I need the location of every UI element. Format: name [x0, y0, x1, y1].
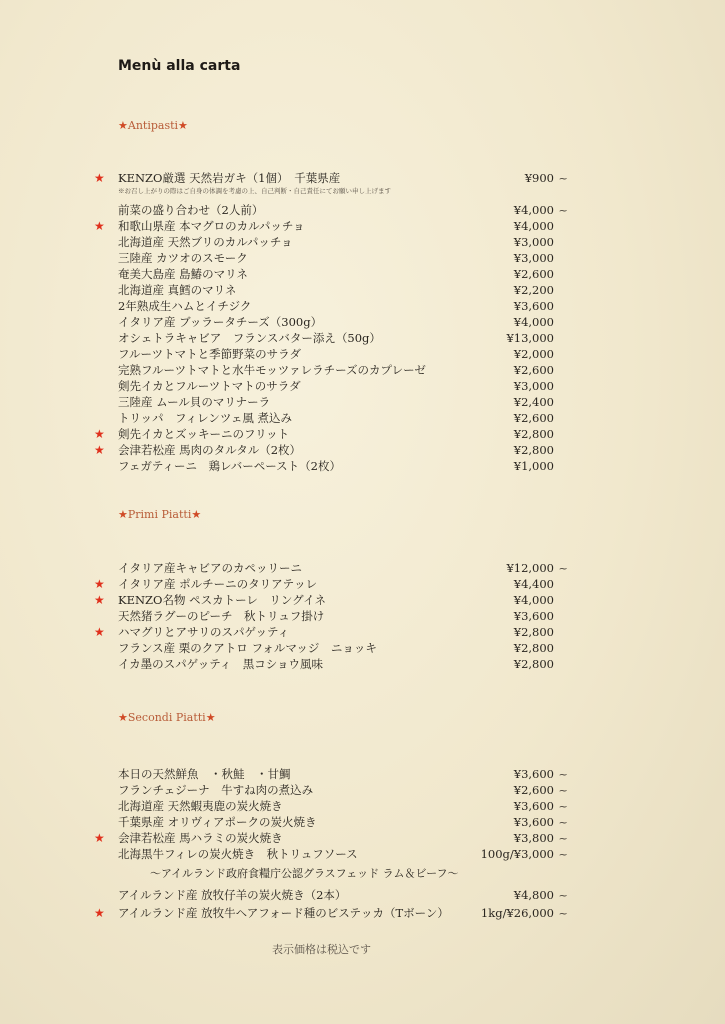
item-name: 北海黒牛フィレの炭火焼き 秋トリュフソース	[118, 847, 358, 861]
item-name: フルーツトマトと季節野菜のサラダ	[118, 347, 301, 361]
section-secondi-label: Secondi Piatti	[127, 711, 206, 724]
item-name: 千葉県産 オリヴィアポークの炭火焼き	[118, 815, 317, 829]
oyster-note: ※お召し上がりの際はご自身の体調を考慮の上、自己判断・自己責任にてお願い申し上げます	[118, 187, 391, 195]
secondi-item	[118, 798, 568, 814]
secondi-item	[118, 830, 568, 846]
antipasti-item	[118, 250, 568, 266]
recommended-star-icon: ★	[94, 219, 105, 233]
antipasti-item	[118, 170, 568, 186]
item-name: 北海道産 天然蝦夷鹿の炭火焼き	[118, 799, 283, 813]
item-price: ¥2,800	[513, 657, 554, 671]
item-price: ¥4,000	[513, 593, 554, 607]
star-icon: ★	[191, 508, 202, 521]
item-price-tilde: ~	[558, 767, 568, 781]
primi-item	[118, 656, 568, 672]
item-name: KENZO名物 ペスカトーレ リングイネ	[118, 593, 326, 607]
recommended-star-icon: ★	[94, 577, 105, 591]
item-price: ¥2,600	[513, 411, 554, 425]
item-price: ¥2,000	[513, 347, 554, 361]
item-price: 1kg/¥26,000	[480, 906, 554, 920]
irish-item	[118, 905, 568, 921]
item-price-tilde: ~	[558, 847, 568, 861]
section-antipasti-heading	[118, 119, 188, 132]
item-price: ¥2,400	[513, 395, 554, 409]
secondi-item	[118, 814, 568, 830]
item-name: 剣先イカとズッキーニのフリット	[118, 427, 290, 441]
item-price: ¥2,800	[513, 427, 554, 441]
recommended-star-icon: ★	[94, 593, 105, 607]
item-name: フランス産 栗のクアトロ フォルマッジ ニョッキ	[118, 641, 377, 655]
star-icon: ★	[205, 711, 216, 724]
item-price: ¥2,200	[513, 283, 554, 297]
recommended-star-icon: ★	[94, 427, 105, 441]
item-price: ¥1,000	[513, 459, 554, 473]
item-name: 三陸産 ムール貝のマリナーラ	[118, 395, 271, 409]
item-price: ¥4,000	[513, 203, 554, 217]
item-name: アイルランド産 放牧牛ヘアフォード種のビステッカ（Tボーン）	[118, 906, 449, 920]
item-name: フランチェジーナ 牛すね肉の煮込み	[118, 783, 314, 797]
item-name: イタリア産 ブッラータチーズ（300g）	[118, 315, 323, 329]
recommended-star-icon: ★	[94, 906, 105, 920]
item-name: KENZO厳選 天然岩ガキ（1個） 千葉県産	[118, 171, 341, 185]
item-price: ¥2,600	[513, 267, 554, 281]
item-name: 和歌山県産 本マグロのカルパッチョ	[118, 219, 305, 233]
item-price: ¥13,000	[506, 331, 554, 345]
item-name: フェガティーニ 鶏レバーペースト（2枚）	[118, 459, 341, 473]
antipasti-item	[118, 378, 568, 394]
primi-item	[118, 560, 568, 576]
item-price: ¥2,800	[513, 625, 554, 639]
item-price: ¥3,600	[513, 767, 554, 781]
item-price-tilde: ~	[558, 171, 568, 185]
item-name: トリッパ フィレンツェ風 煮込み	[118, 411, 293, 425]
antipasti-item	[118, 362, 568, 378]
antipasti-item	[118, 346, 568, 362]
antipasti-item	[118, 410, 568, 426]
star-icon: ★	[118, 119, 128, 132]
item-price: ¥12,000	[506, 561, 554, 575]
antipasti-item	[118, 218, 568, 234]
irish-item	[118, 887, 568, 903]
item-name: 三陸産 カツオのスモーク	[118, 251, 248, 265]
antipasti-item	[118, 234, 568, 250]
primi-item	[118, 624, 568, 640]
recommended-star-icon: ★	[94, 443, 105, 457]
item-name: 2年熟成生ハムとイチジク	[118, 299, 252, 313]
item-price: ¥900	[524, 171, 554, 185]
item-price-tilde: ~	[558, 203, 568, 217]
item-name: 完熟フルーツトマトと水牛モッツァレラチーズのカプレーゼ	[118, 363, 426, 377]
antipasti-item	[118, 282, 568, 298]
item-name: ハマグリとアサリのスパゲッティ	[118, 625, 290, 639]
item-name: オシェトラキャビア フランスバター添え（50g）	[118, 331, 381, 345]
item-price: ¥3,000	[513, 379, 554, 393]
item-price-tilde: ~	[558, 815, 568, 829]
recommended-star-icon: ★	[94, 171, 105, 185]
item-name: イタリア産 ポルチーニのタリアテッレ	[118, 577, 318, 591]
item-name: 会津若松産 馬ハラミの炭火焼き	[118, 831, 283, 845]
menu-title: Menù alla carta	[118, 58, 241, 74]
secondi-item	[118, 846, 568, 862]
item-name: イカ墨のスパゲッティ 黒コショウ風味	[118, 657, 324, 671]
secondi-item	[118, 766, 568, 782]
item-name: イタリア産キャビアのカペッリーニ	[118, 561, 302, 575]
antipasti-item	[118, 298, 568, 314]
item-price: ¥4,000	[513, 219, 554, 233]
antipasti-item	[118, 314, 568, 330]
antipasti-item	[118, 330, 568, 346]
recommended-star-icon: ★	[94, 625, 105, 639]
item-price: ¥2,600	[513, 783, 554, 797]
item-price: ¥2,600	[513, 363, 554, 377]
antipasti-item	[118, 458, 568, 474]
item-name: 剣先イカとフルーツトマトのサラダ	[118, 379, 301, 393]
primi-item	[118, 608, 568, 624]
item-price: ¥3,600	[513, 299, 554, 313]
item-name: 北海道産 真鱈のマリネ	[118, 283, 237, 297]
item-name: 前菜の盛り合わせ（2人前）	[118, 203, 264, 217]
item-price: 100g/¥3,000	[480, 847, 554, 861]
item-price: ¥4,000	[513, 315, 554, 329]
section-antipasti-label: Antipasti	[127, 119, 179, 132]
item-price-tilde: ~	[558, 799, 568, 813]
item-name: 会津若松産 馬肉のタルタル（2枚）	[118, 443, 302, 457]
irish-subheading: ～アイルランド政府食糧庁公認グラスフェッド ラム＆ビーフ～	[150, 867, 459, 880]
item-name: 北海道産 天然ブリのカルパッチョ	[118, 235, 293, 249]
recommended-star-icon: ★	[94, 831, 105, 845]
item-price: ¥3,000	[513, 251, 554, 265]
antipasti-item	[118, 426, 568, 442]
item-price: ¥2,800	[513, 443, 554, 457]
item-price: ¥3,600	[513, 609, 554, 623]
item-price-tilde: ~	[558, 906, 568, 920]
section-primi-label: Primi Piatti	[127, 508, 192, 521]
item-price: ¥3,800	[513, 831, 554, 845]
antipasti-item	[118, 202, 568, 218]
star-icon: ★	[178, 119, 188, 132]
item-price-tilde: ~	[558, 561, 568, 575]
star-icon: ★	[118, 508, 128, 521]
item-name: 本日の天然鮮魚 ・秋鮭 ・甘鯛	[118, 767, 291, 781]
section-secondi-heading	[118, 711, 216, 724]
item-name: 天然猪ラグーのピーチ 秋トリュフ掛け	[118, 609, 325, 623]
primi-item	[118, 592, 568, 608]
tax-note: 表示価格は税込です	[272, 943, 371, 956]
section-primi-heading	[118, 508, 201, 521]
item-name: 奄美大島産 島鰆のマリネ	[118, 267, 248, 281]
item-price: ¥4,400	[513, 577, 554, 591]
item-price: ¥4,800	[513, 888, 554, 902]
antipasti-item	[118, 442, 568, 458]
antipasti-item	[118, 266, 568, 282]
item-price-tilde: ~	[558, 783, 568, 797]
primi-item	[118, 576, 568, 592]
item-price-tilde: ~	[558, 888, 568, 902]
primi-item	[118, 640, 568, 656]
item-price-tilde: ~	[558, 831, 568, 845]
star-icon: ★	[118, 711, 128, 724]
item-name: アイルランド産 放牧仔羊の炭火焼き（2本）	[118, 888, 347, 902]
item-price: ¥3,600	[513, 799, 554, 813]
secondi-item	[118, 782, 568, 798]
item-price: ¥3,000	[513, 235, 554, 249]
antipasti-item	[118, 394, 568, 410]
item-price: ¥3,600	[513, 815, 554, 829]
item-price: ¥2,800	[513, 641, 554, 655]
